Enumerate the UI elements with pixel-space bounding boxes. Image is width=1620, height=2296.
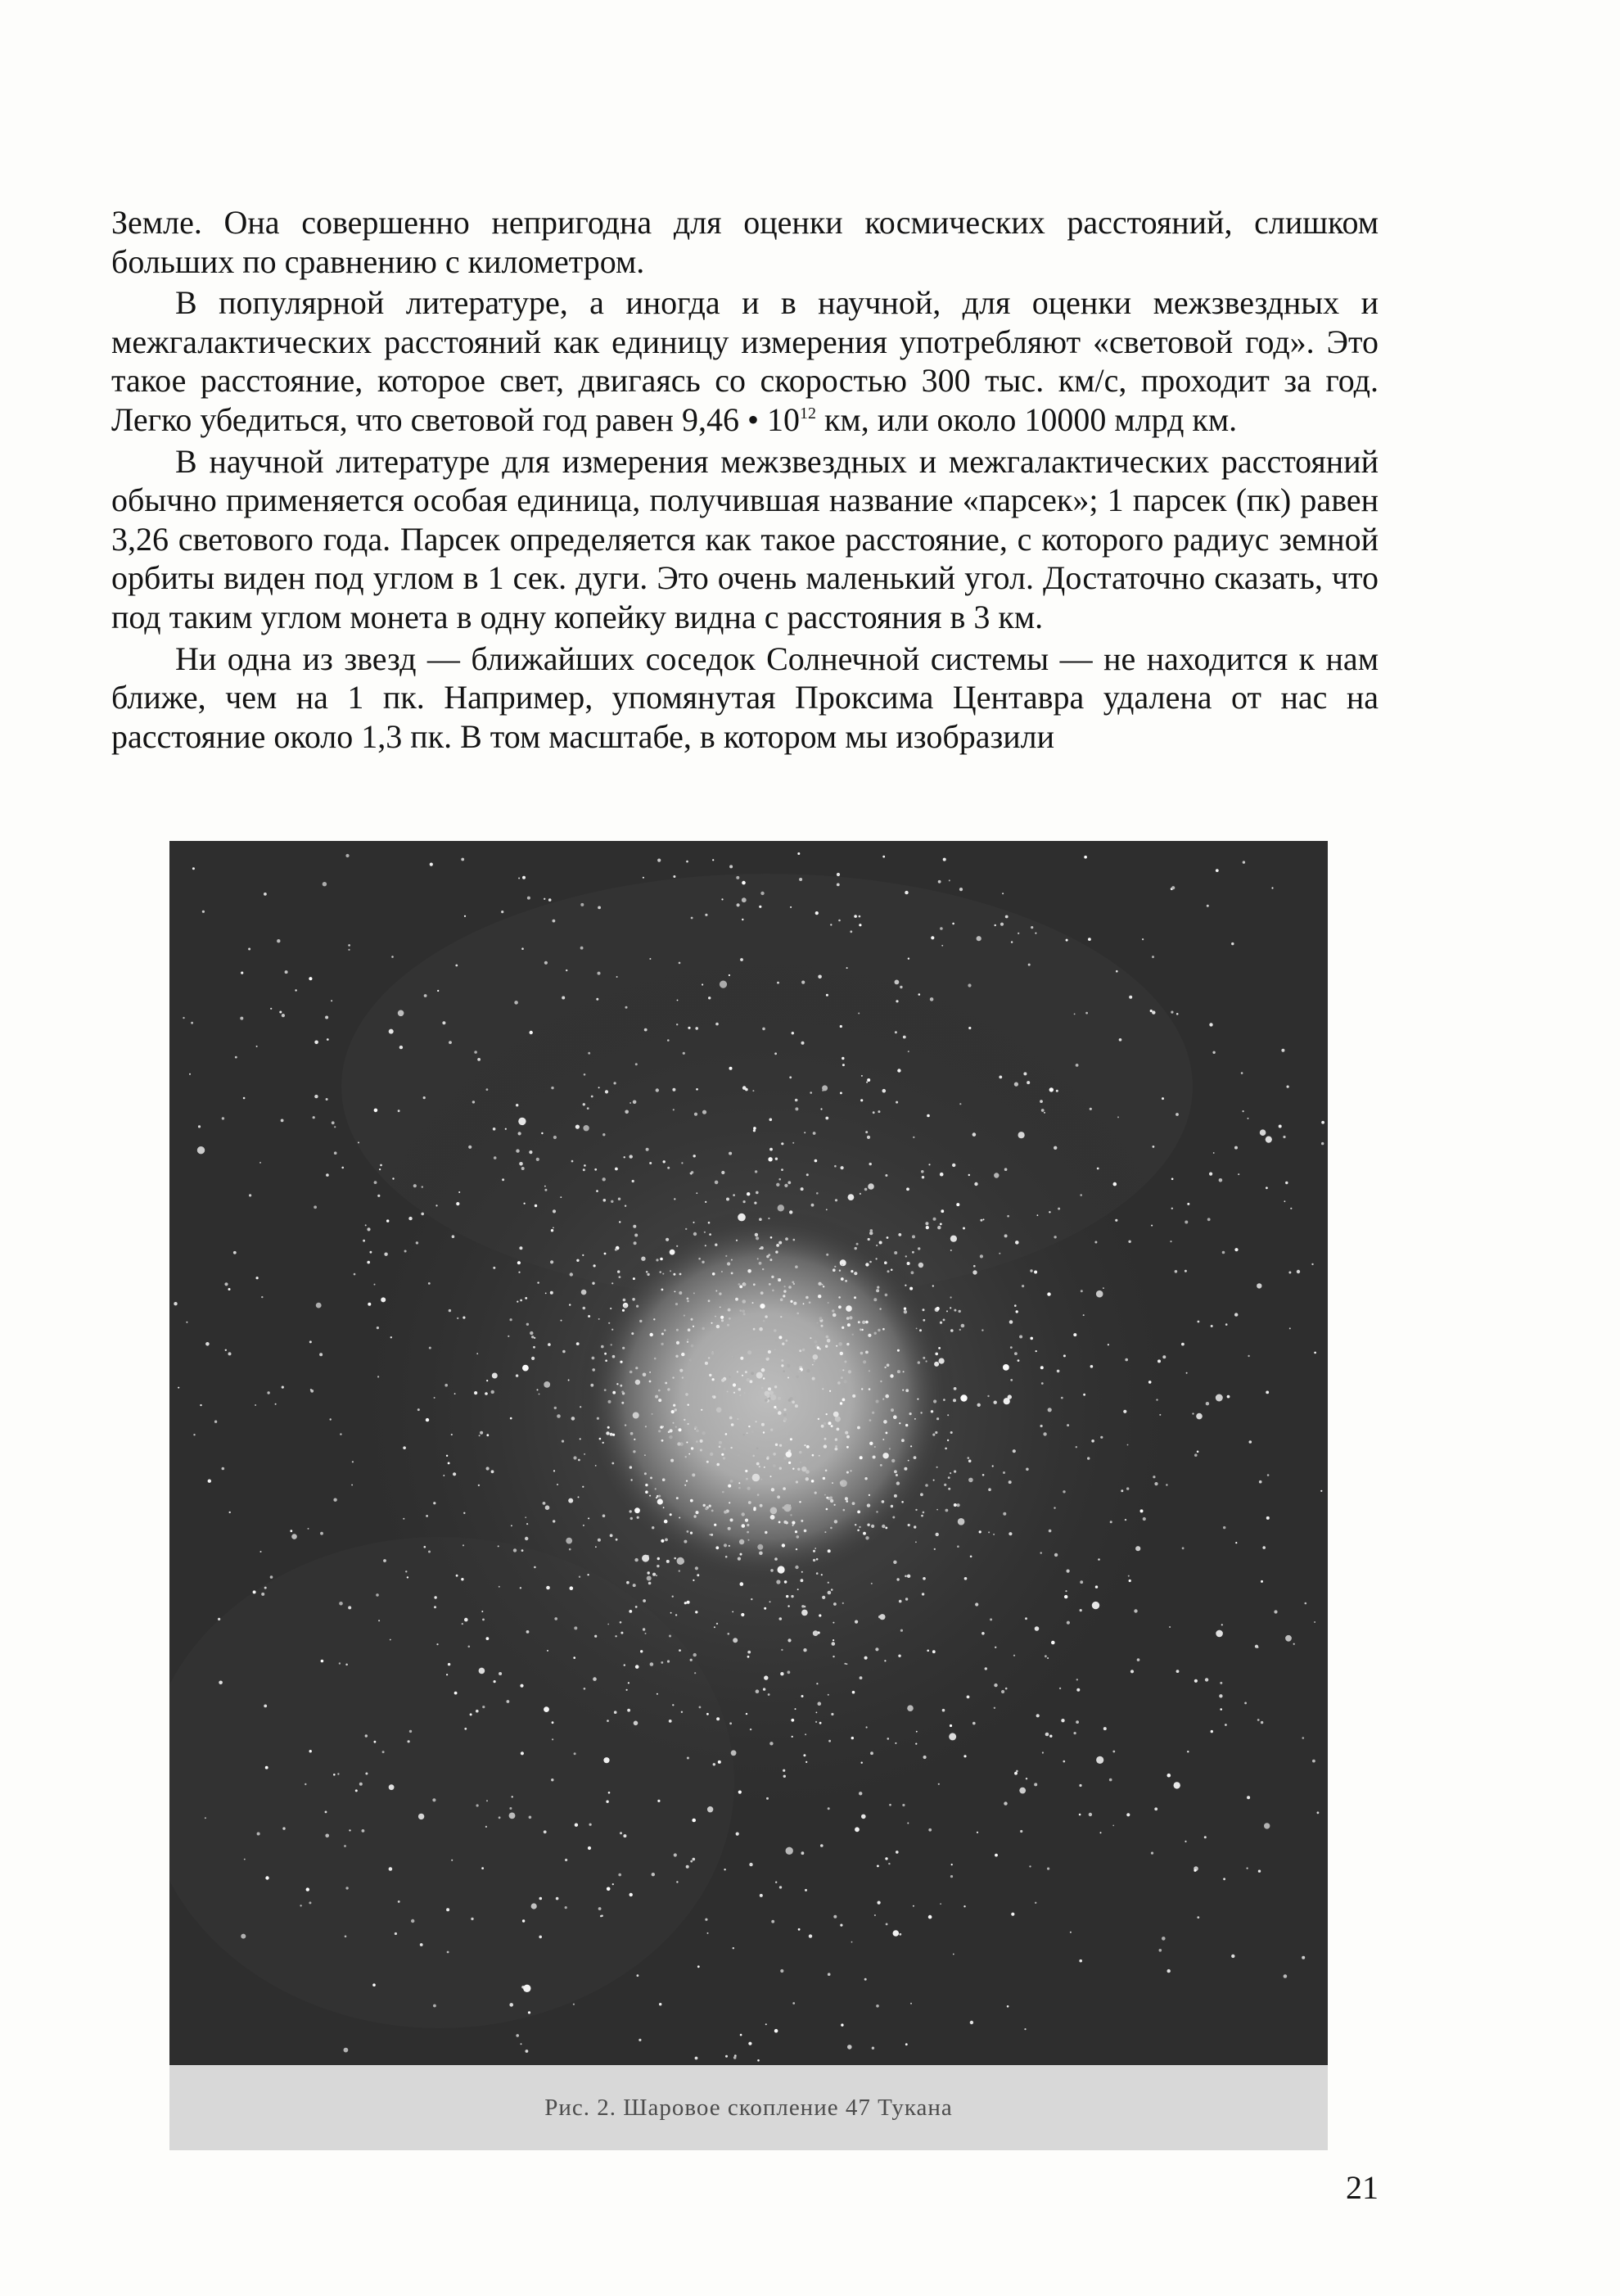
paragraph-4: Ни одна из звезд — ближайших соседок Солнечной системы — не находится к нам ближе, чем на 1 пк. Например, упомянутая Проксима Центавра удалена от нас на расстояние около 1,3 пк. В том масштабе, в котором мы изобразили (111, 640, 1379, 755)
paragraph-2-text-b: км, или около 10000 млрд км. (815, 400, 1238, 438)
paragraph-3: В научной литературе для измерения межзвездных и межгалактических расстояний обычно применяется особая единица, получившая название «парсек»; 1 парсек (пк) равен 3,26 светового года. Парсек определяется как такое расстояние, с которого радиус земной орбиты виден под углом в 1 сек. дуги. Это очень маленький угол. Достаточно сказать, что под таким углом монета в одну копейку видна с расстояния в 3 км. (111, 442, 1379, 635)
paragraph-2 (111, 283, 1379, 439)
globular-cluster-photo (169, 841, 1328, 2065)
figure-caption: Рис. 2. Шаровое скопление 47 Тукана (169, 2065, 1328, 2150)
figure-star-cluster (169, 841, 1328, 2150)
body-text (111, 203, 1379, 758)
page-number: 21 (1346, 2169, 1379, 2206)
paragraph-2-text-a: В популярной литературе, а иногда и в научной, для оценки межзвездных и межгалактических расстояний как единицу измерения употребляют «световой год». Это такое расстояние, которое свет, двигаясь со скоростью 300 тыс. км/с, проходит за год. Легко убедиться, что световой год равен 9,46 • 10 (111, 284, 1379, 438)
exponent: 12 (799, 404, 816, 423)
paragraph-1: Земле. Она совершенно непригодна для оценки космических расстояний, слишком больших по сравнению с километром. (111, 204, 1379, 280)
